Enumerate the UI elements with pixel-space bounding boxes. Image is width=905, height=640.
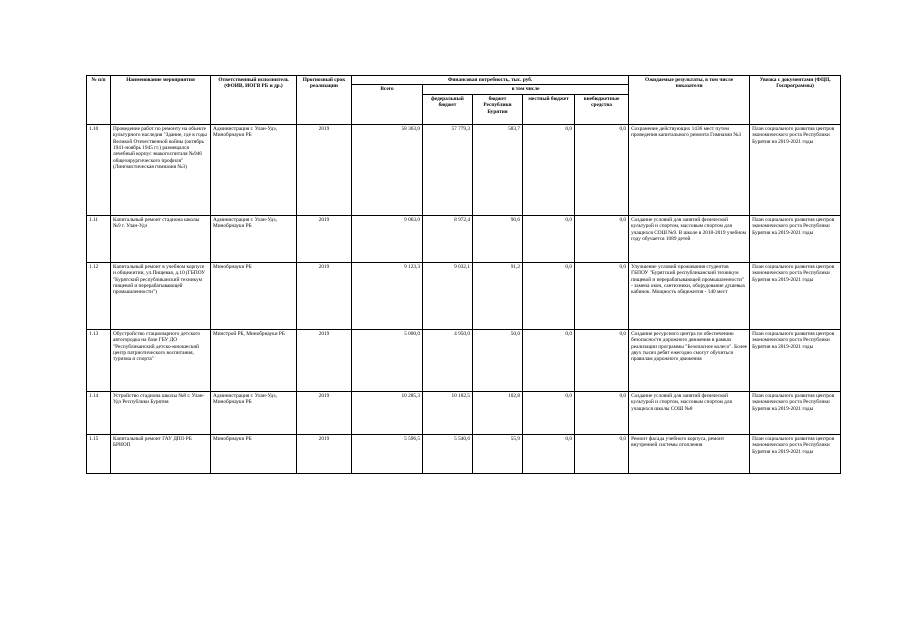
federal-amount: 5 540,6 xyxy=(423,434,473,473)
linked-documents: План социального развития центров экономического роста Республики Бурятия на 2019-2021 годы xyxy=(750,262,841,329)
total-amount: 5 000,0 xyxy=(352,329,423,391)
measures-table xyxy=(86,75,841,474)
header-federal: федеральный бюджет xyxy=(423,94,473,124)
term: 2019 xyxy=(297,329,352,391)
responsible: Минобрнауки РБ xyxy=(211,434,297,473)
republic-amount: 55,9 xyxy=(473,434,523,473)
local-amount: 0,0 xyxy=(523,329,575,391)
table-row xyxy=(87,391,841,434)
extrabudget-amount: 0,0 xyxy=(575,262,629,329)
expected-results: Создание ресурсного центра по обеспечению безопасности дорожного движения в рамках реализации программы "Безопасное колесо". Более двух тысяч ребят ежегодно смогут обучиться правилам дорожного движения xyxy=(629,329,750,391)
expected-results: Создание условий для занятий физической культурой и спортом, массовым спортом для учащихся СОШ №9. В школе в 2018-2019 учебном году обучается 1089 детей xyxy=(629,215,750,262)
linked-documents: План социального развития центров экономического роста Республики Бурятия на 2019-2021 годы xyxy=(750,215,841,262)
responsible: Минобрнауки РБ xyxy=(211,262,297,329)
federal-amount: 57 779,3 xyxy=(423,124,473,215)
term: 2019 xyxy=(297,391,352,434)
row-number: 1.13 xyxy=(87,329,111,391)
linked-documents: План социального развития центров экономического роста Республики Бурятия на 2019-2021 годы xyxy=(750,329,841,391)
responsible: Администрация г. Улан-Удэ, Минобрнауки РБ xyxy=(211,391,297,434)
term: 2019 xyxy=(297,124,352,215)
header-results: Ожидаемые результаты, в том числе показатели xyxy=(629,76,750,125)
local-amount: 0,0 xyxy=(523,262,575,329)
header-extrabudget: внебюджетные средства xyxy=(575,94,629,124)
table-row xyxy=(87,124,841,215)
term: 2019 xyxy=(297,434,352,473)
extrabudget-amount: 0,0 xyxy=(575,391,629,434)
linked-documents: План социального развития центров экономического роста Республики Бурятия на 2019-2021 годы xyxy=(750,124,841,215)
federal-amount: 10 182,5 xyxy=(423,391,473,434)
term: 2019 xyxy=(297,262,352,329)
total-amount: 9 123,3 xyxy=(352,262,423,329)
republic-amount: 102,8 xyxy=(473,391,523,434)
local-amount: 0,0 xyxy=(523,391,575,434)
expected-results: Ремонт фасада учебного корпуса, ремонт внутренней системы отопления xyxy=(629,434,750,473)
measure-name: Устройство стадиона школы №8 г. Улан-Удэ Республики Бурятия xyxy=(111,391,211,434)
measure-name: Проведение работ по ремонту на объекте культурного наследия "Здание, где в годы Великой Отечественной войны (октябрь 1941-ноябрь 1945 гг.) размещался лечебный корпус эвакогоспиталя №946 общехирургического профиля" (Лингвистическая гимназия №3) xyxy=(111,124,211,215)
measure-name: Капитальный ремонт ГАУ ДПО РБ БРИОП xyxy=(111,434,211,473)
republic-amount: 91,2 xyxy=(473,262,523,329)
row-number: 1.10 xyxy=(87,124,111,215)
header-including: в том числе xyxy=(423,85,629,94)
republic-amount: 50,0 xyxy=(473,329,523,391)
header-term: Прогнозный срок реализации xyxy=(297,76,352,125)
header-republic: бюджет Республики Бурятия xyxy=(473,94,523,124)
header-num: № п/п xyxy=(87,76,111,125)
linked-documents: План социального развития центров экономического роста Республики Бурятия на 2019-2021 годы xyxy=(750,391,841,434)
header-financing: Финансовая потребность, тыс. руб. xyxy=(352,76,629,85)
extrabudget-amount: 0,0 xyxy=(575,434,629,473)
header-total: Всего xyxy=(352,85,423,124)
total-amount: 9 063,0 xyxy=(352,215,423,262)
total-amount: 58 363,0 xyxy=(352,124,423,215)
extrabudget-amount: 0,0 xyxy=(575,215,629,262)
republic-amount: 583,7 xyxy=(473,124,523,215)
republic-amount: 90,6 xyxy=(473,215,523,262)
header-documents: Увязка с документами (ФЦП, Госпрограммы) xyxy=(750,76,841,125)
header-local: местный бюджет xyxy=(523,94,575,124)
table-row xyxy=(87,329,841,391)
measure-name: Капитальный ремонт в учебном корпусе и общежитии, ул.Пищевая, д.10 (ГБПОУ "Бурятский республиканский техникум пищевой и перерабатывающей промышленности") xyxy=(111,262,211,329)
linked-documents: План социального развития центров экономического роста Республики Бурятия на 2019-2021 годы xyxy=(750,434,841,473)
federal-amount: 8 972,4 xyxy=(423,215,473,262)
expected-results: Улучшение условий проживания студентов ГБПОУ "Бурятский республиканский техникум пищевой и перерабатывающей промышленности" - замена окон, сантехники, оборудование душевых кабинок. Мощность общежития - 140 мест xyxy=(629,262,750,329)
row-number: 1.12 xyxy=(87,262,111,329)
expected-results: Сохранение действующих 1436 мест путем проведения капитального ремонта Гимназии №3 xyxy=(629,124,750,215)
measure-name: Капитальный ремонт стадиона школы №9 г. Улан-Удэ xyxy=(111,215,211,262)
total-amount: 5 596,5 xyxy=(352,434,423,473)
table-row xyxy=(87,262,841,329)
extrabudget-amount: 0,0 xyxy=(575,329,629,391)
table-row xyxy=(87,434,841,473)
federal-amount: 4 950,0 xyxy=(423,329,473,391)
extrabudget-amount: 0,0 xyxy=(575,124,629,215)
local-amount: 0,0 xyxy=(523,215,575,262)
term: 2019 xyxy=(297,215,352,262)
total-amount: 10 285,3 xyxy=(352,391,423,434)
responsible: Минстрой РБ, Минобрнауки РБ xyxy=(211,329,297,391)
header-name: Наименование мероприятия xyxy=(111,76,211,125)
header-responsible: Ответственный исполнитель (ФОИВ, ИОГВ РБ и др.) xyxy=(211,76,297,125)
row-number: 1.15 xyxy=(87,434,111,473)
row-number: 1.11 xyxy=(87,215,111,262)
local-amount: 0,0 xyxy=(523,434,575,473)
row-number: 1.14 xyxy=(87,391,111,434)
table-row xyxy=(87,215,841,262)
federal-amount: 9 032,1 xyxy=(423,262,473,329)
expected-results: Создание условий для занятий физической культурой и спортом, массовым спортом для учащихся школы СОШ №8 xyxy=(629,391,750,434)
measure-name: Обустройство стационарного детского автогородка на базе ГБУ ДО "Республиканский детско-юношеский центр патриотического воспитания, туризма и спорта" xyxy=(111,329,211,391)
responsible: Администрация г. Улан-Удэ, Минобрнауки РБ xyxy=(211,215,297,262)
local-amount: 0,0 xyxy=(523,124,575,215)
responsible: Администрация г. Улан-Удэ, Минобрнауки РБ xyxy=(211,124,297,215)
